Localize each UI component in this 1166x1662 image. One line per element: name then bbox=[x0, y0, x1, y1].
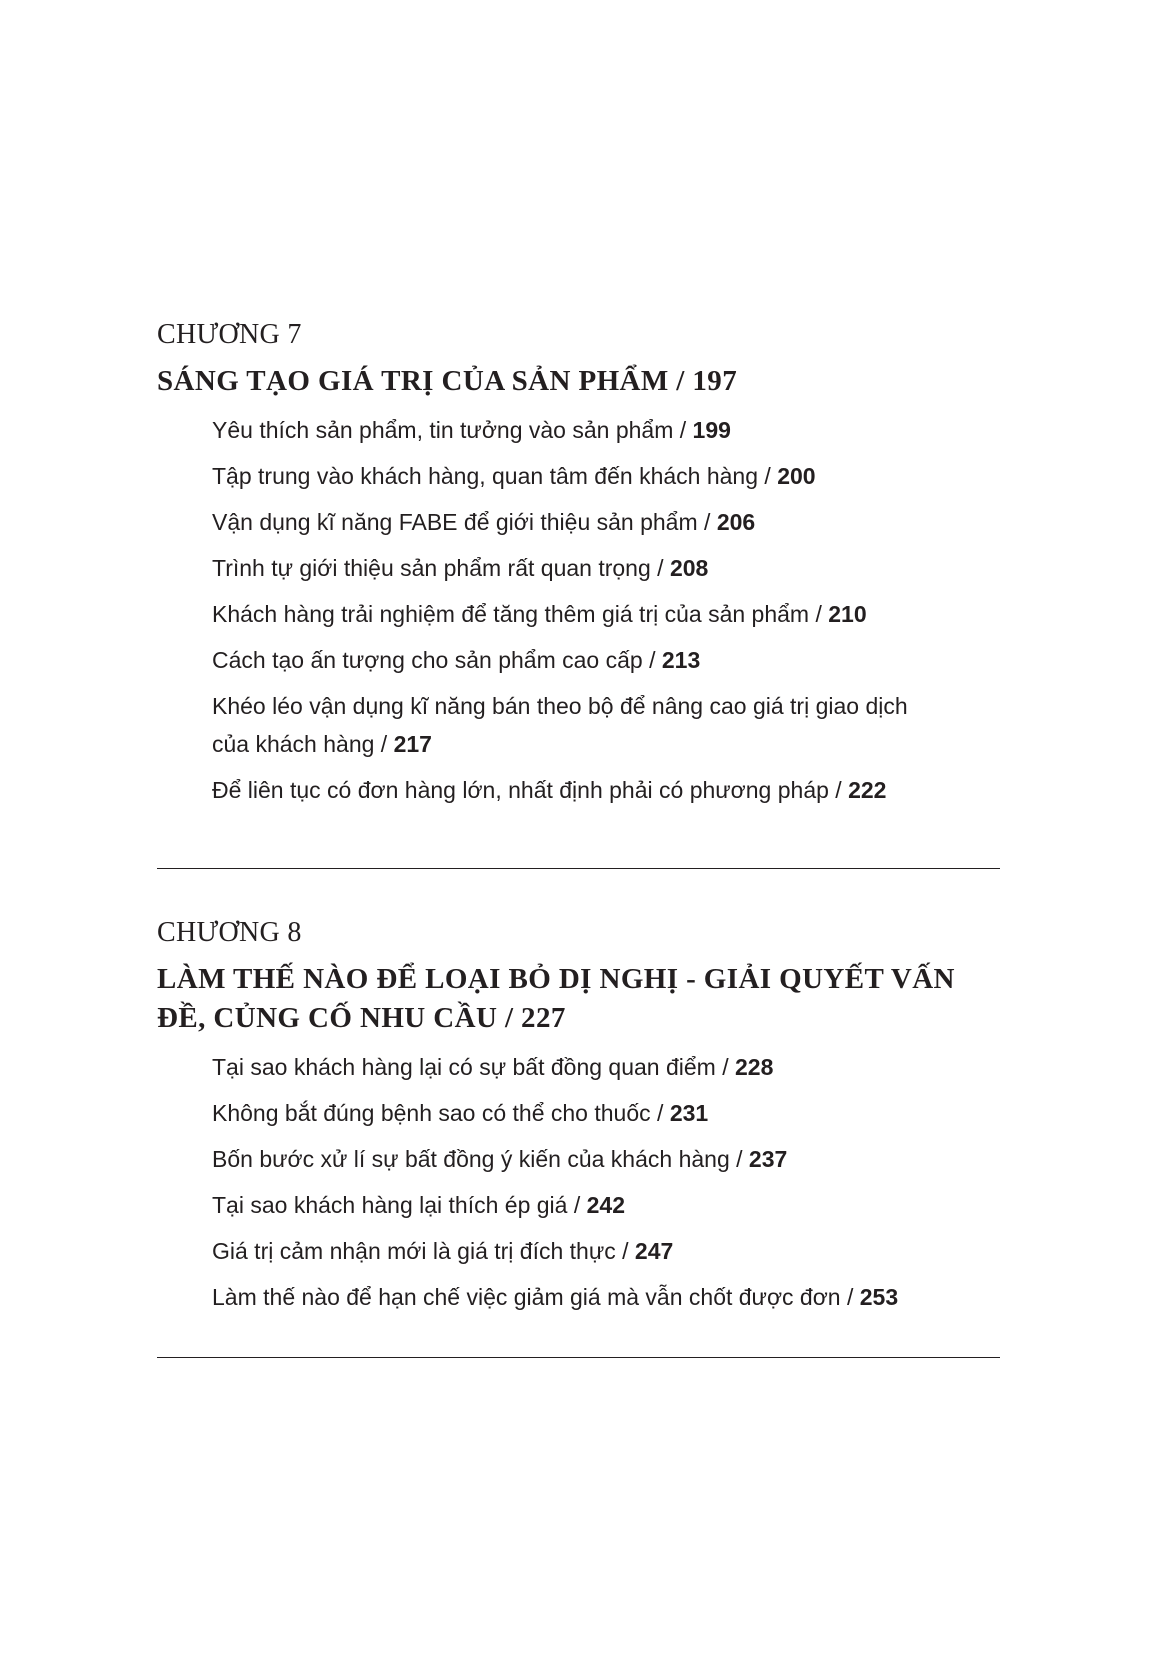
chapter-title: LÀM THẾ NÀO ĐỂ LOẠI BỎ DỊ NGHỊ - GIẢI QUYẾT VẤN ĐỀ, CỦNG CỐ NHU CẦU / 227 bbox=[157, 963, 955, 1034]
toc-entry-text: Tập trung vào khách hàng, quan tâm đến khách hàng / bbox=[212, 463, 778, 489]
section-divider bbox=[157, 868, 1000, 869]
toc-entry[interactable] bbox=[212, 411, 932, 449]
toc-entry-list bbox=[157, 1048, 1000, 1316]
toc-entry-page: 199 bbox=[692, 417, 731, 443]
toc-entry-page: 210 bbox=[828, 601, 867, 627]
toc-entry-page: 206 bbox=[716, 509, 756, 535]
toc-entry[interactable] bbox=[212, 1048, 932, 1086]
toc-entry[interactable] bbox=[212, 641, 932, 679]
toc-entry[interactable] bbox=[212, 1094, 932, 1132]
toc-entry-page: 242 bbox=[586, 1192, 626, 1218]
section-divider bbox=[157, 1357, 1000, 1358]
toc-entry-page: 217 bbox=[393, 731, 432, 757]
toc-entry[interactable] bbox=[212, 687, 932, 763]
chapter-7-section bbox=[157, 318, 1000, 817]
toc-entry-text: Trình tự giới thiệu sản phẩm rất quan trọng / bbox=[212, 555, 670, 581]
toc-entry[interactable] bbox=[212, 1186, 932, 1224]
toc-entry-page: 200 bbox=[777, 463, 816, 489]
toc-entry-list bbox=[157, 411, 1000, 809]
toc-entry-text: Cách tạo ấn tượng cho sản phẩm cao cấp / bbox=[212, 647, 662, 673]
toc-entry[interactable] bbox=[212, 771, 932, 809]
toc-entry-page: 231 bbox=[669, 1100, 709, 1126]
toc-entry[interactable] bbox=[212, 1232, 932, 1270]
toc-entry-text: Để liên tục có đơn hàng lớn, nhất định phải có phương pháp / bbox=[212, 777, 849, 803]
toc-entry-text: Làm thế nào để hạn chế việc giảm giá mà vẫn chốt được đơn / bbox=[212, 1284, 860, 1310]
toc-entry-page: 222 bbox=[848, 777, 887, 803]
chapter-title: SÁNG TẠO GIÁ TRỊ CỦA SẢN PHẨM / 197 bbox=[157, 365, 738, 397]
toc-entry[interactable] bbox=[212, 503, 932, 541]
toc-entry-text: Khách hàng trải nghiệm để tăng thêm giá trị của sản phẩm / bbox=[212, 601, 829, 627]
toc-entry-text: Khéo léo vận dụng kĩ năng bán theo bộ để nâng cao giá trị giao dịch của khách hàng / bbox=[212, 693, 908, 757]
toc-entry[interactable] bbox=[212, 1140, 932, 1178]
toc-entry-page: 247 bbox=[634, 1238, 674, 1264]
chapter-label: CHƯƠNG 7 bbox=[157, 319, 302, 350]
toc-entry[interactable] bbox=[212, 1278, 932, 1316]
toc-entry-text: Vận dụng kĩ năng FABE để giới thiệu sản phẩm / bbox=[212, 509, 717, 535]
toc-entry-page: 213 bbox=[661, 647, 701, 673]
toc-entry-text: Yêu thích sản phẩm, tin tưởng vào sản phẩm / bbox=[212, 417, 693, 443]
chapter-8-section bbox=[157, 916, 1000, 1324]
toc-entry[interactable] bbox=[212, 549, 932, 587]
toc-entry-text: Tại sao khách hàng lại thích ép giá / bbox=[212, 1192, 587, 1218]
toc-entry[interactable] bbox=[212, 457, 932, 495]
toc-entry-page: 228 bbox=[735, 1054, 774, 1080]
toc-entry-text: Giá trị cảm nhận mới là giá trị đích thực / bbox=[212, 1238, 635, 1264]
toc-entry-page: 208 bbox=[669, 555, 709, 581]
chapter-label: CHƯƠNG 8 bbox=[157, 917, 302, 948]
toc-entry-text: Tại sao khách hàng lại có sự bất đồng quan điểm / bbox=[212, 1054, 736, 1080]
toc-entry-page: 237 bbox=[748, 1146, 788, 1172]
toc-entry-text: Bốn bước xử lí sự bất đồng ý kiến của khách hàng / bbox=[212, 1146, 749, 1172]
toc-entry-text: Không bắt đúng bệnh sao có thể cho thuốc / bbox=[212, 1100, 670, 1126]
toc-entry-page: 253 bbox=[859, 1284, 899, 1310]
toc-entry[interactable] bbox=[212, 595, 932, 633]
